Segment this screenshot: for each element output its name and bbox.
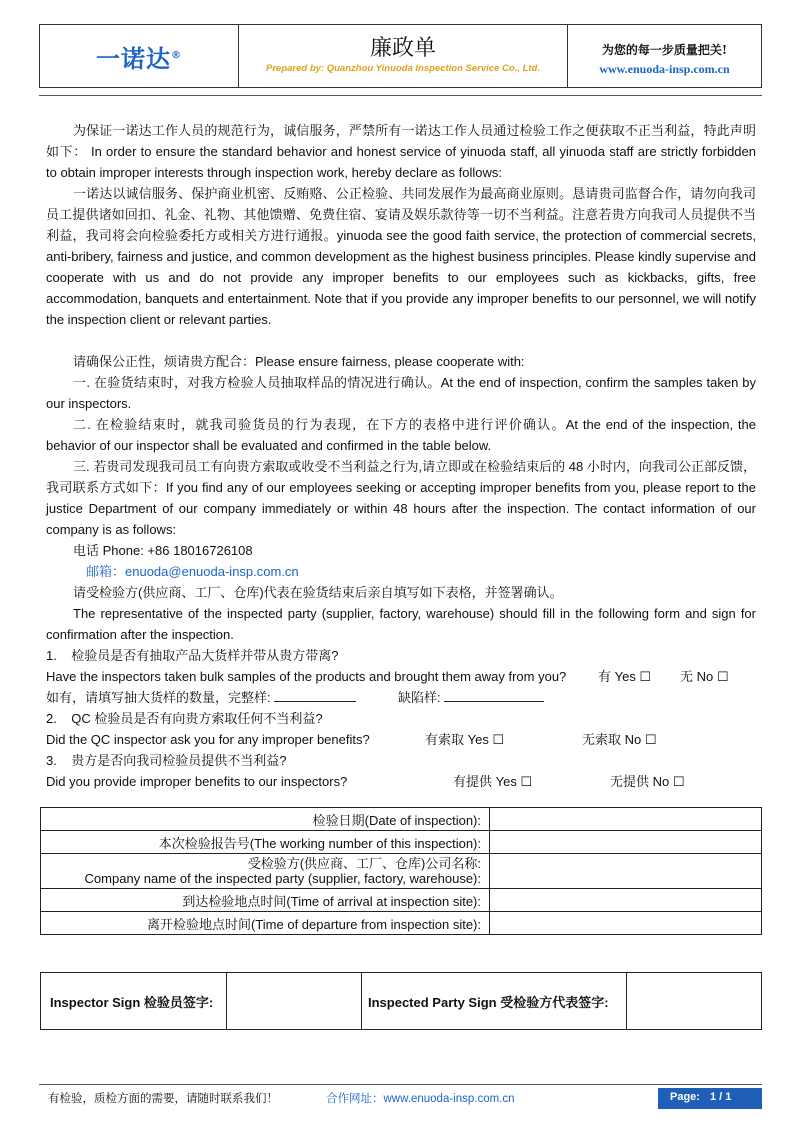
contact-email (86, 561, 299, 582)
slogan: 为您的每一步质量把关! (601, 43, 728, 57)
item-2: 二. 在检验结束时，就我司验货员的行为表现，在下方的表格中进行评价确认。At the end of the inspection, the behavior of our inspector shall be evaluated and confirmed in the table below. (46, 417, 756, 453)
q1-number: 1. (46, 648, 57, 663)
slogan-cell (568, 25, 761, 87)
inspection-info-table (40, 807, 762, 935)
departure-time-label: 离开检验地点时间(Time of departure from inspection site): (41, 912, 490, 935)
departure-time-field[interactable] (490, 912, 762, 935)
table-row (41, 854, 762, 889)
table-row (41, 889, 762, 912)
logo-cell (40, 25, 239, 87)
q1-defect-row (398, 687, 544, 708)
complete-sample-field[interactable] (274, 688, 356, 702)
fill-instruction-en: The representative of the inspected party (supplier, factory, warehouse) should fill in the following form and sign for confirmation after the inspection. (46, 606, 756, 642)
q2-no-checkbox[interactable]: 无索取 No ☐ (582, 732, 657, 747)
table-row (41, 808, 762, 831)
logo-text: 一诺达 (96, 44, 171, 73)
intro-paragraph: 为保证一诺达工作人员的规范行为，诚信服务，严禁所有一诺达工作人员通过检验工作之便获取不正当利益，特此声明如下： In order to ensure the standard behavior and honest service of yinuoda staff, all yinuoda staff are strictly forbidden to obtain improper interests through inspection work, hereby declare as follows: (46, 123, 756, 180)
q3-no-checkbox[interactable]: 无提供 No ☐ (610, 774, 685, 789)
contact-phone: 电话 Phone: +86 18016726108 (73, 543, 253, 558)
item-3: 三. 若贵司发现我司员工有向贵方索取或收受不当利益之行为,请立即或在检验结束后的 48 小时内，向我司公正部反馈，我司联系方式如下：If you find any of our employees seeking or accepting improper benefits from you, please report to the justice Department of our company immediately or within 48 hours after the inspection. The contact information of our company is as follows: (46, 459, 756, 537)
q1-quantity-row (46, 687, 356, 708)
question-2-en: Did the QC inspector ask you for any improper benefits? (46, 732, 370, 747)
party-sign-field[interactable] (627, 973, 762, 1030)
q3-number: 3. (46, 753, 57, 768)
q2-number: 2. (46, 711, 57, 726)
document-header (39, 24, 762, 88)
question-1-en: Have the inspectors taken bulk samples of the products and brought them away from you? (46, 669, 567, 684)
arrival-time-field[interactable] (490, 889, 762, 912)
item-1: 一. 在验货结束时，对我方检验人员抽取样品的情况进行确认。At the end of inspection, confirm the samples taken by our inspectors. (46, 375, 756, 411)
email-link[interactable]: enuoda@enuoda-insp.com.cn (125, 564, 299, 579)
inspector-sign-field[interactable] (227, 973, 362, 1030)
company-name-label (41, 854, 490, 889)
date-label: 检验日期(Date of inspection): (41, 808, 490, 831)
footer-web-label: 合作网址： (326, 1093, 384, 1105)
fairness-paragraph: 请确保公正性，烦请贵方配合：Please ensure fairness, please cooperate with: (73, 354, 525, 369)
footer-web-link[interactable]: www.enuoda-insp.com.cn (383, 1093, 515, 1105)
footer-contact-note: 有检验，质检方面的需要，请随时联系我们！ (48, 1091, 278, 1105)
footer-website (326, 1090, 515, 1106)
report-number-field[interactable] (490, 831, 762, 854)
company-name-field[interactable] (490, 854, 762, 889)
page-label: Page: (670, 1091, 700, 1103)
page-value: 1 / 1 (710, 1091, 732, 1103)
header-website[interactable]: www.enuoda-insp.com.cn (599, 62, 730, 76)
question-3-en: Did you provide improper benefits to our inspectors? (46, 774, 348, 789)
q1-no-checkbox[interactable]: 无 No ☐ (680, 669, 729, 684)
complete-sample-label: 如有，请填写抽大货样的数量，完整样: (46, 690, 271, 705)
question-3-cn (46, 750, 287, 771)
arrival-time-label: 到达检验地点时间(Time of arrival at inspection site): (41, 889, 490, 912)
q2-yes-checkbox[interactable]: 有索取 Yes ☐ (425, 732, 505, 747)
document-title: 廉政单 (369, 36, 436, 61)
footer-divider (39, 1084, 762, 1085)
report-number-label: 本次检验报告号(The working number of this inspection): (41, 831, 490, 854)
table-row (41, 973, 762, 1030)
question-2-cn (46, 708, 323, 729)
principles-paragraph: 一诺达以诚信服务、保护商业机密、反贿赂、公正检验、共同发展作为最高商业原则。恳请贵司监督合作，请勿向我司员工提供诸如回扣、礼金、礼物、其他馈赠、免费住宿、宴请及娱乐款待等一切不当利益。注意若贵方向我司人员提供不当利益，我司将会向检验委托方或相关方进行通报。yinuoda see the good faith service, the protection of commercial secrets, anti-bribery, fairness and justice, and common development as the highest business principles. Please kindly supervise and cooperate with us and do not provide any improper benefits to our employees such as kickbacks, gifts, free accommodation, banquets and entertainment. Note that if you provide any improper benefits to our personnel, we will notify the inspection client or relevant parties. (46, 186, 756, 327)
signature-table (40, 972, 762, 1030)
defect-sample-label: 缺陷样: (398, 690, 441, 705)
q3-text-cn: 贵方是否向我司检验员提供不当利益? (71, 753, 287, 768)
inspector-sign-label: Inspector Sign 检验员签字: (41, 973, 227, 1030)
table-row (41, 831, 762, 854)
party-sign-label: Inspected Party Sign 受检验方代表签字: (362, 973, 627, 1030)
title-cell (239, 25, 568, 87)
question-1-cn (46, 645, 339, 666)
q1-yes-checkbox[interactable]: 有 Yes ☐ (598, 669, 652, 684)
header-divider (39, 95, 762, 96)
q1-text-cn: 检验员是否有抽取产品大货样并带从贵方带离? (71, 648, 339, 663)
company-logo (96, 39, 182, 74)
q2-text-cn: QC 检验员是否有向贵方索取任何不当利益? (71, 711, 323, 726)
fill-instruction-cn: 请受检验方(供应商、工厂、仓库)代表在验货结束后亲自填写如下表格，并签署确认。 (73, 585, 563, 600)
registered-mark: ® (171, 49, 182, 61)
page-number-box (658, 1088, 762, 1109)
q3-yes-checkbox[interactable]: 有提供 Yes ☐ (453, 774, 533, 789)
company-name-label-en: Company name of the inspected party (supplier, factory, warehouse): (84, 871, 481, 886)
email-label: 邮箱： (86, 564, 126, 579)
company-name-label-cn: 受检验方(供应商、工厂、仓库)公司名称: (247, 856, 481, 871)
defect-sample-field[interactable] (444, 688, 544, 702)
date-field[interactable] (490, 808, 762, 831)
table-row (41, 912, 762, 935)
prepared-by: Prepared by: Quanzhou Yinuoda Inspection Service Co., Ltd. (266, 63, 540, 74)
